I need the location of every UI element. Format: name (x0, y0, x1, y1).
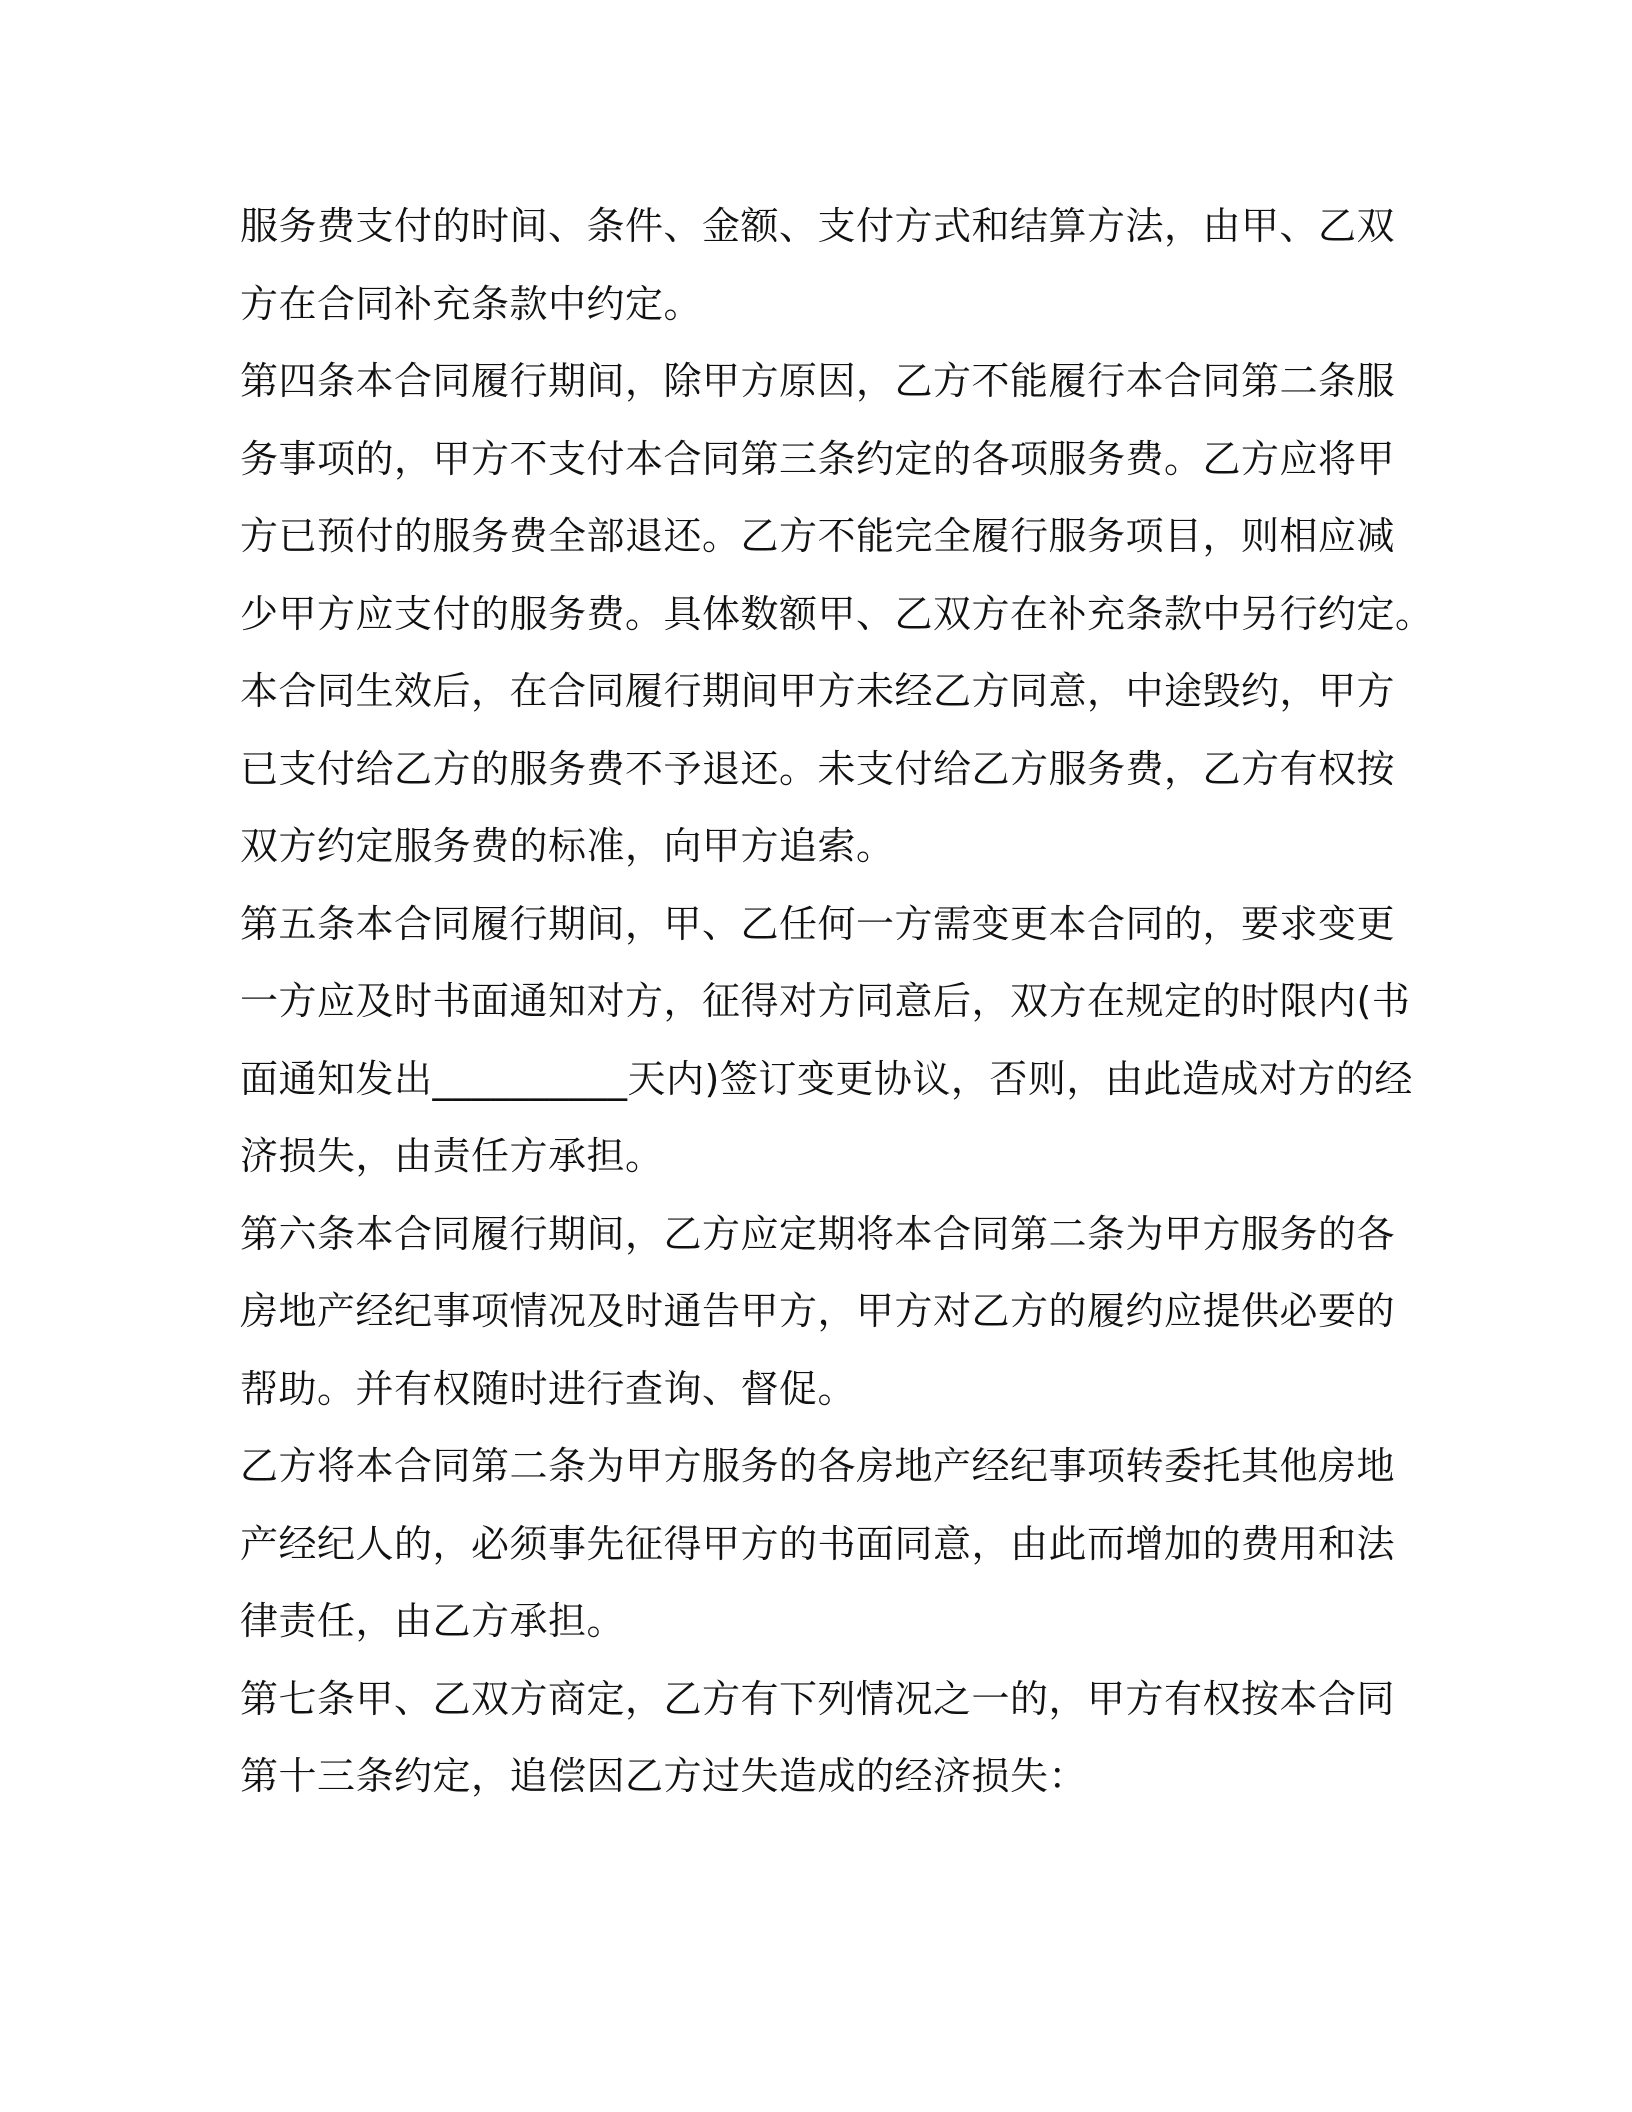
text-line: 少甲方应支付的服务费。具体数额甲、乙双方在补充条款中另行约定。 (240, 591, 1434, 636)
text-line: 务事项的，甲方不支付本合同第三条约定的各项服务费。乙方应将甲 (240, 436, 1396, 481)
text-line: 律责任，由乙方承担。 (240, 1599, 626, 1643)
text-line: 产经纪人的，必须事先征得甲方的书面同意，由此而增加的费用和法 (240, 1521, 1396, 1566)
text-line-with-blank: 面通知发出__________天内)签订变更协议，否则，由此造成对方的经 (240, 1056, 1413, 1101)
text-line: 乙方将本合同第二条为甲方服务的各房地产经纪事项转委托其他房地 (240, 1444, 1396, 1488)
text-line: 方已预付的服务费全部退还。乙方不能完全履行服务项目，则相应减 (240, 514, 1396, 558)
article-4-line: 第四条本合同履行期间，除甲方原因，乙方不能履行本合同第二条服 (240, 359, 1396, 403)
text-line: 帮助。并有权随时进行查询、督促。 (240, 1366, 857, 1411)
text-line: 方在合同补充条款中约定。 (240, 281, 703, 326)
text-line: 济损失，由责任方承担。 (240, 1134, 664, 1178)
text-line: 服务费支付的时间、条件、金额、支付方式和结算方法，由甲、乙双 (240, 204, 1396, 248)
text-line: 本合同生效后，在合同履行期间甲方未经乙方同意，中途毁约，甲方 (240, 669, 1396, 713)
article-6-line: 第六条本合同履行期间，乙方应定期将本合同第二条为甲方服务的各 (240, 1211, 1396, 1256)
article-7-line: 第七条甲、乙双方商定，乙方有下列情况之一的，甲方有权按本合同 (240, 1676, 1396, 1721)
text-line: 房地产经纪事项情况及时通告甲方，甲方对乙方的履约应提供必要的 (240, 1289, 1396, 1333)
text-line: 已支付给乙方的服务费不予退还。未支付给乙方服务费，乙方有权按 (240, 746, 1396, 791)
contract-text-body (240, 188, 1434, 1816)
text-line: 双方约定服务费的标准，向甲方追索。 (240, 824, 895, 868)
text-line: 第十三条约定，追偿因乙方过失造成的经济损失： (240, 1754, 1088, 1798)
article-5-line: 第五条本合同履行期间，甲、乙任何一方需变更本合同的，要求变更 (240, 901, 1396, 946)
text-line: 一方应及时书面通知对方，征得对方同意后，双方在规定的时限内(书 (240, 979, 1411, 1023)
